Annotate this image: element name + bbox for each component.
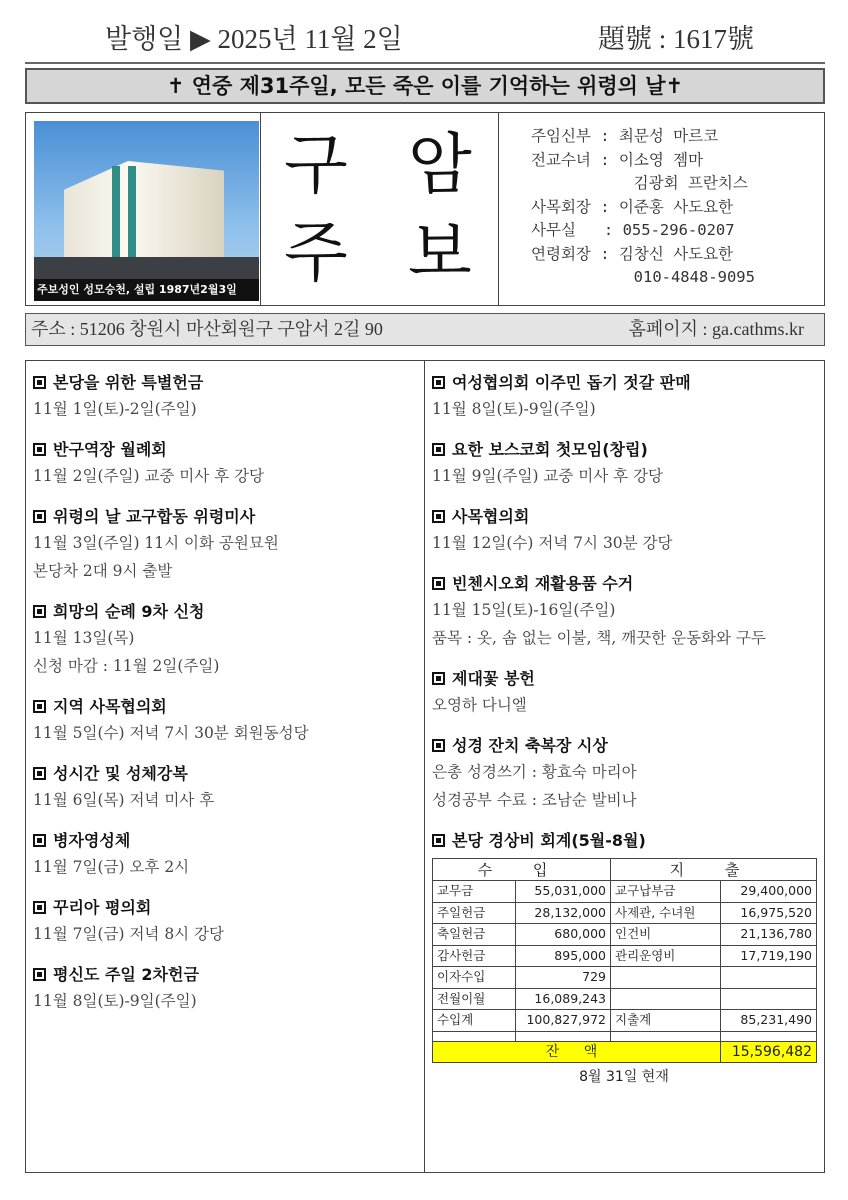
notice-title-text: 희망의 순례 9차 신청: [53, 602, 205, 621]
notice-title-text: 성경 잔치 축복장 시상: [452, 736, 608, 755]
checkbox-icon: [432, 510, 445, 523]
masthead: [25, 112, 825, 306]
table-row: [433, 1010, 817, 1032]
notice-title-text: 꾸리아 평의회: [53, 898, 152, 917]
notice-title: [432, 439, 820, 461]
as-of-date: 8월 31일 현재: [579, 1069, 669, 1085]
table-row: [433, 945, 817, 967]
checkbox-icon: [33, 510, 46, 523]
balance-value: 15,596,482: [721, 1041, 817, 1063]
item-cell: 관리운영비: [611, 945, 721, 967]
notice-title-text: 반구역장 월례회: [53, 440, 167, 459]
table-row: [433, 1031, 817, 1041]
notice-item: [432, 735, 820, 813]
notice-title: [33, 439, 421, 461]
notice-title: [432, 372, 820, 394]
income-header: 수 입: [433, 859, 611, 881]
column-divider: [424, 360, 425, 1173]
staff-line: 010-4848-9095: [531, 268, 755, 286]
notice-text: 11월 7일(금) 저녁 8시 강당: [33, 925, 225, 943]
notice-item: [432, 439, 820, 489]
item-cell: [611, 988, 721, 1010]
amount-cell: [721, 988, 817, 1010]
item-cell: 감사헌금: [433, 945, 516, 967]
notice-title-text: 평신도 주일 2차헌금: [53, 965, 199, 984]
item-cell: 전월이월: [433, 988, 516, 1010]
notice-title: [432, 506, 820, 528]
notice-title-text: 여성협의회 이주민 돕기 젓갈 판매: [452, 373, 691, 392]
notice-title-text: 본당을 위한 특별헌금: [53, 373, 204, 392]
checkbox-icon: [33, 443, 46, 456]
divider: [25, 62, 825, 64]
staff-line: 사무실 : 055-296-0207: [531, 221, 735, 239]
sunday-title-banner: ✝ 연중 제31주일, 모든 죽은 이를 기억하는 위령의 날✝: [25, 68, 825, 104]
notice-title: [33, 696, 421, 718]
notice-title: [33, 372, 421, 394]
checkbox-icon: [432, 739, 445, 752]
notice-title: [432, 735, 820, 757]
checkbox-icon: [432, 672, 445, 685]
title-char: 구: [284, 126, 348, 203]
title-char: 암: [408, 126, 472, 203]
checkbox-icon: [432, 443, 445, 456]
staff-line: 전교수녀 : 이소영 젬마: [531, 150, 704, 169]
issue-number: 題號 : 1617號: [598, 24, 755, 54]
checkbox-icon: [432, 376, 445, 389]
homepage-link[interactable]: 홈페이지 : ga.cathms.kr: [628, 319, 804, 339]
item-cell: 교구납부금: [611, 881, 721, 903]
staff-line: 주임신부 : 최문성 마르코: [531, 127, 719, 145]
right-notices: [432, 372, 820, 1087]
item-cell: 사제관, 수녀원: [611, 902, 721, 924]
notice-item: [432, 372, 820, 422]
balance-label: 잔 액: [433, 1041, 721, 1063]
notice-text: 11월 8일(토)-9일(주일): [33, 992, 197, 1010]
notice-text: 11월 5일(수) 저녁 7시 30분 회원동성당: [33, 724, 309, 742]
divider: [260, 113, 261, 305]
church-photo: [34, 121, 259, 301]
table-row: [433, 881, 817, 903]
notice-text: 11월 7일(금) 오후 2시: [33, 858, 190, 876]
notice-title-text: 본당 경상비 회계(5월-8월): [452, 831, 646, 850]
notice-title-text: 요한 보스코회 첫모임(창립): [452, 440, 648, 459]
notice-item: [33, 696, 421, 746]
notice-text: 은총 성경쓰기 : 황효숙 마리아: [432, 763, 637, 781]
item-cell: 지출계: [611, 1010, 721, 1032]
expense-header: 지 출: [611, 859, 817, 881]
issue-date: 발행일 ▶ 2025년 11월 2일: [105, 24, 403, 54]
amount-cell: 680,000: [516, 924, 611, 946]
notice-title-text: 위령의 날 교구합동 위령미사: [53, 507, 256, 526]
amount-cell: 17,719,190: [721, 945, 817, 967]
notice-title: [432, 668, 820, 690]
checkbox-icon: [33, 376, 46, 389]
notice-title-text: 병자영성체: [53, 831, 131, 850]
item-cell: 교무금: [433, 881, 516, 903]
table-row: [433, 967, 817, 989]
divider: [498, 113, 499, 305]
amount-cell: 16,975,520: [721, 902, 817, 924]
amount-cell: 895,000: [516, 945, 611, 967]
notice-text: 11월 15일(토)-16일(주일): [432, 601, 616, 619]
notice-item: [33, 372, 421, 422]
notice-text: 11월 3일(주일) 11시 이화 공원묘원: [33, 534, 279, 552]
item-cell: 축일헌금: [433, 924, 516, 946]
amount-cell: 55,031,000: [516, 881, 611, 903]
notice-text: 11월 1일(토)-2일(주일): [33, 400, 197, 418]
notice-title-text: 지역 사목협의회: [53, 697, 167, 716]
checkbox-icon: [33, 767, 46, 780]
checkbox-icon: [432, 834, 445, 847]
checkbox-icon: [33, 605, 46, 618]
notice-title: [432, 830, 820, 852]
amount-cell: [721, 1031, 817, 1041]
notice-text: 본당차 2대 9시 출발: [33, 562, 173, 580]
title-char: 보: [408, 214, 472, 291]
item-cell: 인건비: [611, 924, 721, 946]
item-cell: [433, 1031, 516, 1041]
notice-item: [432, 573, 820, 651]
notice-item: [33, 439, 421, 489]
notice-title: [33, 897, 421, 919]
notice-text: 11월 13일(목): [33, 629, 135, 647]
notice-item: [33, 830, 421, 880]
checkbox-icon: [33, 834, 46, 847]
notice-title: [432, 573, 820, 595]
amount-cell: 100,827,972: [516, 1010, 611, 1032]
notice-text: 성경공부 수료 : 조남순 발비나: [432, 791, 637, 809]
staff-list: [531, 125, 821, 290]
amount-cell: 28,132,000: [516, 902, 611, 924]
left-notices: [33, 372, 421, 1031]
checkbox-icon: [33, 968, 46, 981]
item-cell: [611, 1031, 721, 1041]
accounting-table: [432, 858, 817, 1063]
notice-item: [33, 506, 421, 584]
table-row: [433, 924, 817, 946]
checkbox-icon: [33, 901, 46, 914]
staff-line: 연령회장 : 김창신 사도요한: [531, 244, 734, 263]
amount-cell: 85,231,490: [721, 1010, 817, 1032]
amount-cell: [721, 967, 817, 989]
notice-title: [33, 601, 421, 623]
notice-item: [432, 668, 820, 718]
notice-text: 품목 : 옷, 솜 없는 이불, 책, 깨끗한 운동화와 구두: [432, 629, 766, 647]
notice-text: 11월 8일(토)-9일(주일): [432, 400, 596, 418]
notice-title-text: 사목협의회: [452, 507, 530, 526]
notice-item: [33, 601, 421, 679]
item-cell: 이자수입: [433, 967, 516, 989]
amount-cell: 21,136,780: [721, 924, 817, 946]
photo-caption: 주보성인 성모승천, 설립 1987년2월3일: [34, 279, 259, 301]
notice-title-text: 빈첸시오회 재활용품 수거: [452, 574, 634, 593]
notice-text: 신청 마감 : 11월 2일(주일): [33, 657, 220, 675]
table-row: [433, 902, 817, 924]
notice-item: [432, 830, 820, 852]
notice-title: [33, 964, 421, 986]
staff-line: 사목회장 : 이준홍 사도요한: [531, 197, 734, 216]
address-bar: [25, 313, 825, 346]
notice-item: [33, 763, 421, 813]
item-cell: [611, 967, 721, 989]
amount-cell: 16,089,243: [516, 988, 611, 1010]
notice-title: [33, 763, 421, 785]
notice-item: [33, 964, 421, 1014]
notice-text: 오영하 다니엘: [432, 696, 527, 714]
title-char: 주: [284, 214, 348, 291]
amount-cell: [516, 1031, 611, 1041]
checkbox-icon: [33, 700, 46, 713]
amount-cell: 29,400,000: [721, 881, 817, 903]
item-cell: 주일헌금: [433, 902, 516, 924]
item-cell: 수입계: [433, 1010, 516, 1032]
notice-text: 11월 12일(수) 저녁 7시 30분 강당: [432, 534, 673, 552]
notice-item: [432, 506, 820, 556]
table-row: [433, 988, 817, 1010]
notice-title: [33, 506, 421, 528]
address: 주소 : 51206 창원시 마산회원구 구암서 2길 90: [31, 319, 383, 339]
notice-title: [33, 830, 421, 852]
notice-text: 11월 2일(주일) 교중 미사 후 강당: [33, 467, 265, 485]
notice-text: 11월 6일(목) 저녁 미사 후: [33, 791, 215, 809]
notice-text: 11월 9일(주일) 교중 미사 후 강당: [432, 467, 664, 485]
notice-title-text: 제대꽃 봉헌: [452, 669, 535, 688]
amount-cell: 729: [516, 967, 611, 989]
checkbox-icon: [432, 577, 445, 590]
notice-title-text: 성시간 및 성체강복: [53, 764, 188, 783]
notice-item: [33, 897, 421, 947]
staff-line: 김광회 프란치스: [531, 174, 748, 192]
